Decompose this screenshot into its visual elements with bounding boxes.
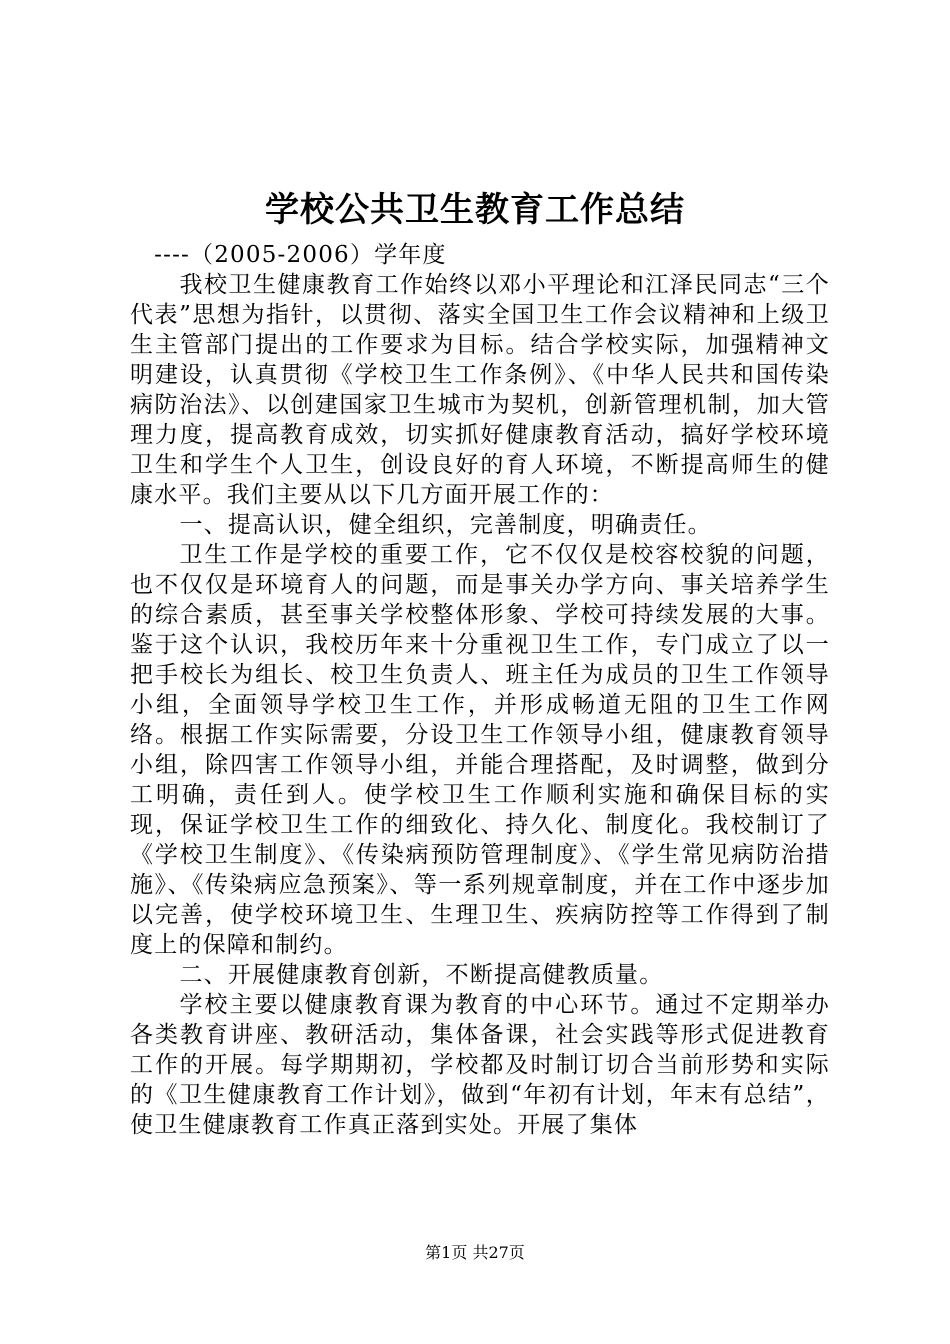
section-heading: 一、提高认识，健全组织，完善制度，明确责任。: [179, 512, 712, 538]
paragraph: 学校主要以健康教育课为教育的中心环节。通过不定期举办各类教育讲座、教研活动，集体备课，社会实践等形式促进教育工作的开展。每学期期初，学校都及时制订切合当前形势和实际的《卫生健康教育工作计划》，做到“年初有计划，年末有总结”，使卫生健康教育工作真正落到实处。开展了集体: [130, 992, 830, 1138]
page-number-footer: 第1页 共27页: [425, 1243, 525, 1262]
document-body: [130, 240, 830, 1140]
section-heading: 二、开展健康教育创新，不断提高健教质量。: [179, 962, 664, 988]
document-title: 学校公共卫生教育工作总结: [265, 190, 685, 230]
document-subtitle: ----（2005-2006）学年度: [154, 242, 447, 268]
paragraph: 我校卫生健康教育工作始终以邓小平理论和江泽民同志“三个代表”思想为指针，以贯彻、落实全国卫生工作会议精神和上级卫生主管部门提出的工作要求为目标。结合学校实际，加强精神文明建设，认真贯彻《学校卫生工作条例》、《中华人民共和国传染病防治法》、以创建国家卫生城市为契机，创新管理机制，加大管理力度，提高教育成效，切实抓好健康教育活动，搞好学校环境卫生和学生个人卫生，创设良好的育人环境，不断提高师生的健康水平。我们主要从以下几方面开展工作的：: [130, 272, 830, 508]
paragraph: 卫生工作是学校的重要工作，它不仅仅是校容校貌的问题，也不仅仅是环境育人的问题，而是事关办学方向、事关培养学生的综合素质，甚至事关学校整体形象、学校可持续发展的大事。鉴于这个认识，我校历年来十分重视卫生工作，专门成立了以一把手校长为组长、校卫生负责人、班主任为成员的卫生工作领导小组，全面领导学校卫生工作，并形成畅道无阻的卫生工作网络。根据工作实际需要，分设卫生工作领导小组，健康教育领导小组，除四害工作领导小组，并能合理搭配，及时调整，做到分工明确，责任到人。使学校卫生工作顺利实施和确保目标的实现，保证学校卫生工作的细致化、持久化、制度化。我校制订了《学校卫生制度》、《传染病预防管理制度》、《学生常见病防治措施》、《传染病应急预案》、等一系列规章制度，并在工作中逐步加以完善，使学校环境卫生、生理卫生、疾病防控等工作得到了制度上的保障和制约。: [130, 542, 830, 958]
